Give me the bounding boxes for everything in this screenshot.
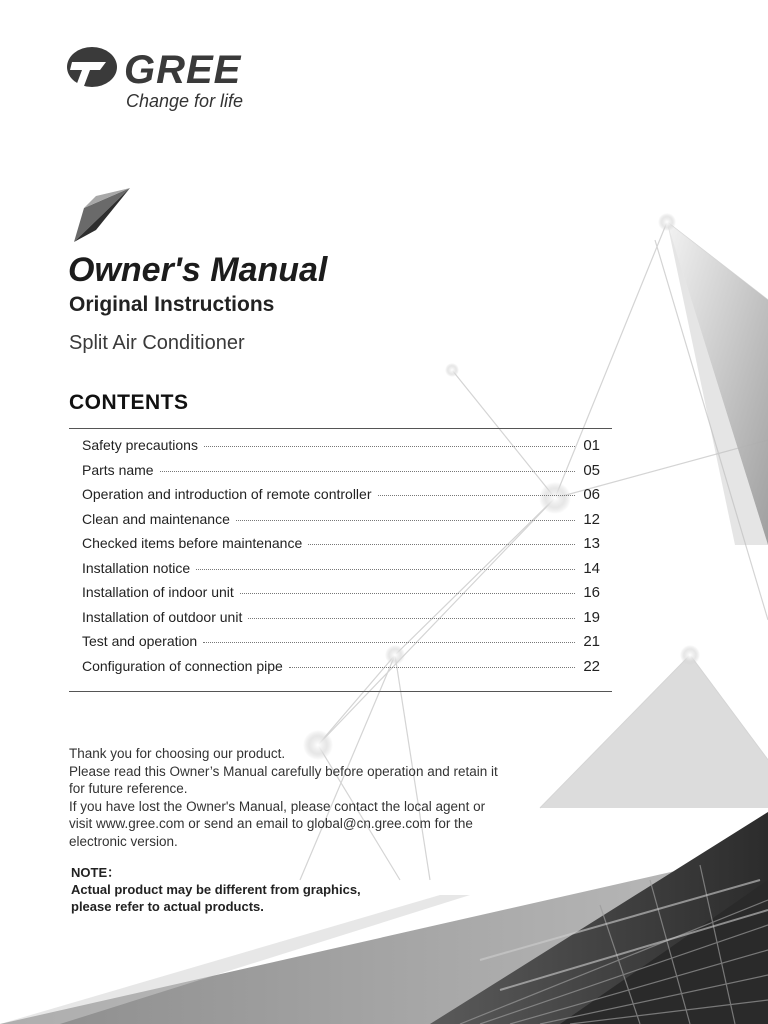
toc-leader-dots (160, 470, 575, 472)
intro-line: If you have lost the Owner's Manual, please contact the local agent or visit www.gree.com or send an email to global@cn.gree.com for the electronic version. (69, 798, 486, 849)
toc-item (82, 607, 600, 632)
toc-item-page: 01 (583, 437, 600, 454)
toc-item-page: 05 (583, 461, 600, 479)
toc-item-label: Installation notice (82, 559, 191, 576)
toc-leader-dots (308, 543, 575, 545)
toc-item-page: 22 (583, 657, 600, 675)
document-subtitle: Original Instructions (69, 293, 275, 316)
diamond-decoration-icon (74, 188, 130, 242)
brand-tagline: Change for life (126, 91, 244, 111)
toc-item-label: Installation of indoor unit (82, 584, 234, 600)
table-of-contents (69, 428, 612, 692)
toc-item-page: 12 (583, 510, 600, 528)
toc-item-label: Safety precautions (82, 437, 198, 453)
toc-list (82, 435, 600, 680)
toc-leader-dots (248, 617, 575, 619)
toc-leader-dots (289, 666, 575, 668)
toc-item (82, 509, 600, 534)
toc-item-label: Clean and maintenance (82, 510, 230, 527)
toc-item-label: Checked items before maintenance (82, 535, 303, 551)
document-title: Owner's Manual (68, 251, 328, 289)
product-name: Split Air Conditioner (69, 332, 245, 354)
toc-item-page: 19 (583, 608, 600, 626)
toc-item (82, 582, 600, 607)
toc-leader-dots (203, 641, 575, 643)
toc-item (82, 631, 600, 656)
note-line: please refer to actual products. (71, 899, 264, 914)
toc-item (82, 558, 600, 583)
toc-item (82, 460, 600, 485)
note-line: Actual product may be different from graphics, (71, 882, 361, 897)
toc-leader-dots (378, 494, 576, 496)
toc-leader-dots (196, 568, 575, 570)
toc-item (82, 435, 600, 460)
toc-item-page: 06 (583, 486, 600, 503)
toc-item-label: Operation and introduction of remote controller (82, 486, 372, 502)
toc-item-label: Test and operation (82, 633, 198, 649)
brand-name: GREE (124, 48, 242, 92)
toc-item-label: Configuration of connection pipe (82, 657, 283, 674)
toc-leader-dots (204, 445, 575, 447)
toc-leader-dots (240, 592, 575, 594)
intro-text (69, 745, 509, 851)
gree-logo (66, 46, 296, 112)
intro-line: Thank you for choosing our product. (69, 746, 286, 761)
toc-item (82, 484, 600, 509)
intro-line: Please read this Owner’s Manual carefully before operation and retain it for future reference. (69, 763, 498, 797)
toc-item-page: 13 (583, 535, 600, 552)
toc-item-label: Parts name (82, 461, 154, 478)
gree-logo-mark-icon (66, 46, 118, 88)
note-block (71, 864, 471, 915)
toc-item-label: Installation of outdoor unit (82, 608, 243, 625)
toc-item-page: 21 (583, 633, 600, 650)
toc-item-page: 14 (583, 559, 600, 577)
toc-item (82, 656, 600, 681)
toc-leader-dots (236, 519, 575, 521)
toc-item-page: 16 (583, 584, 600, 601)
contents-heading: CONTENTS (69, 391, 189, 414)
toc-item (82, 533, 600, 558)
note-title: NOTE： (71, 865, 121, 880)
